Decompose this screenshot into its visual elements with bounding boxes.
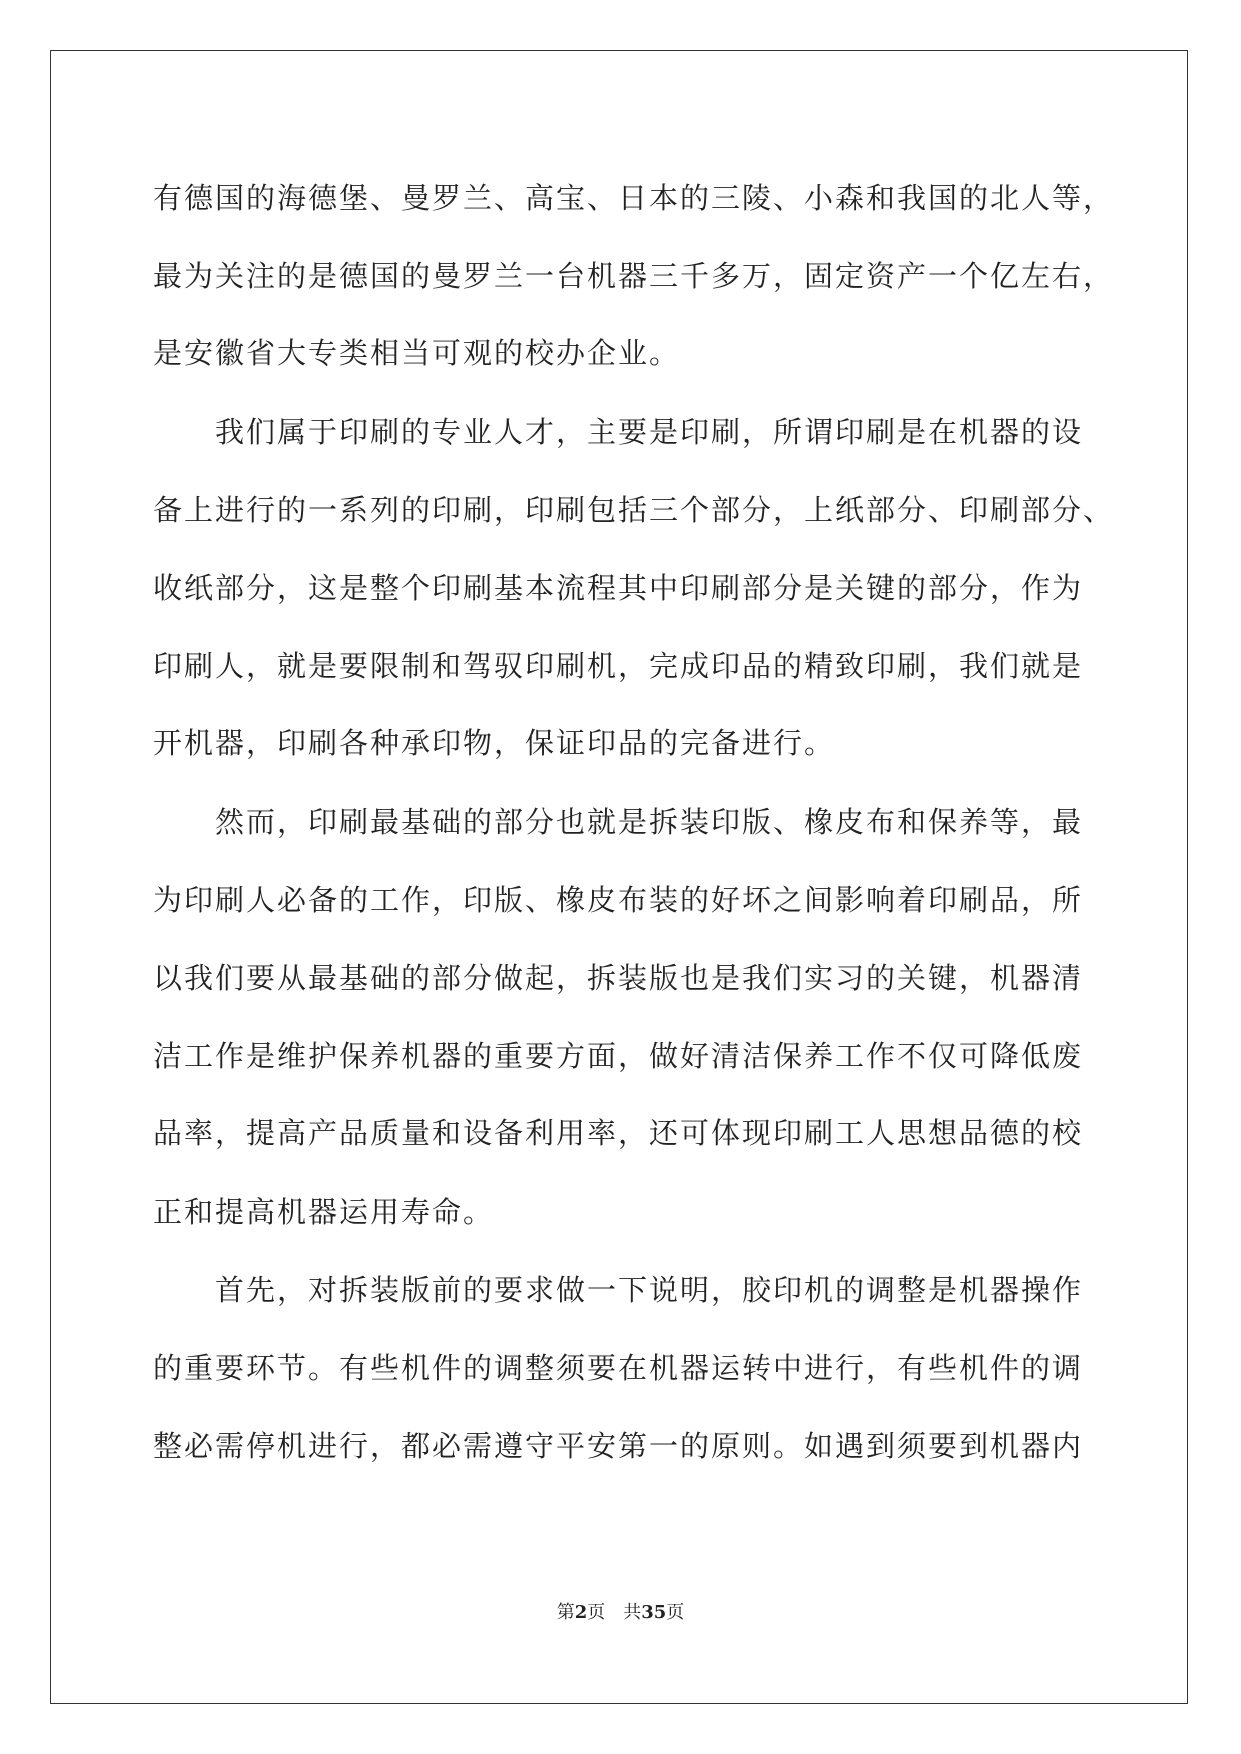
text-line: 是安徽省大专类相当可观的校办企业。 bbox=[153, 336, 681, 370]
text-line: 有德国的海德堡、曼罗兰、高宝、日本的三陵、小森和我国的北人等， bbox=[153, 181, 1115, 215]
footer-suffix: 页 bbox=[666, 1602, 685, 1623]
text-line: 开机器，印刷各种承印物，保证印品的完备进行。 bbox=[153, 726, 836, 760]
text-line: 印刷人，就是要限制和驾驭印刷机，完成印品的精致印刷，我们就是 bbox=[153, 649, 1084, 683]
total-pages: 35 bbox=[641, 1602, 667, 1623]
text-line: 品率，提高产品质量和设备利用率，还可体现印刷工人思想品德的校 bbox=[153, 1116, 1084, 1150]
page-footer bbox=[0, 1601, 1241, 1625]
text-line: 正和提高机器运用寿命。 bbox=[153, 1195, 495, 1229]
footer-middle: 页 共 bbox=[587, 1602, 642, 1623]
text-line: 的重要环节。有些机件的调整须要在机器运转中进行，有些机件的调 bbox=[153, 1351, 1084, 1385]
text-line: 最为关注的是德国的曼罗兰一台机器三千多万，固定资产一个亿左右， bbox=[153, 259, 1115, 293]
text-line: 以我们要从最基础的部分做起，拆装版也是我们实习的关键，机器清 bbox=[153, 961, 1084, 995]
text-line: 然而，印刷最基础的部分也就是拆装印版、橡皮布和保养等，最 bbox=[153, 805, 1084, 839]
text-line: 洁工作是维护保养机器的重要方面，做好清洁保养工作不仅可降低废 bbox=[153, 1039, 1084, 1073]
text-line: 备上进行的一系列的印刷，印刷包括三个部分，上纸部分、印刷部分、 bbox=[153, 493, 1115, 527]
page-number: 2 bbox=[574, 1602, 588, 1623]
text-line: 我们属于印刷的专业人才，主要是印刷，所谓印刷是在机器的设 bbox=[153, 415, 1084, 449]
text-line: 为印刷人必备的工作，印版、橡皮布装的好坏之间影响着印刷品，所 bbox=[153, 883, 1084, 917]
text-line: 首先，对拆装版前的要求做一下说明，胶印机的调整是机器操作 bbox=[153, 1273, 1084, 1307]
text-line: 收纸部分，这是整个印刷基本流程其中印刷部分是关键的部分，作为 bbox=[153, 571, 1084, 605]
text-line: 整必需停机进行，都必需遵守平安第一的原则。如遇到须要到机器内 bbox=[153, 1429, 1084, 1463]
footer-prefix: 第 bbox=[556, 1602, 575, 1623]
